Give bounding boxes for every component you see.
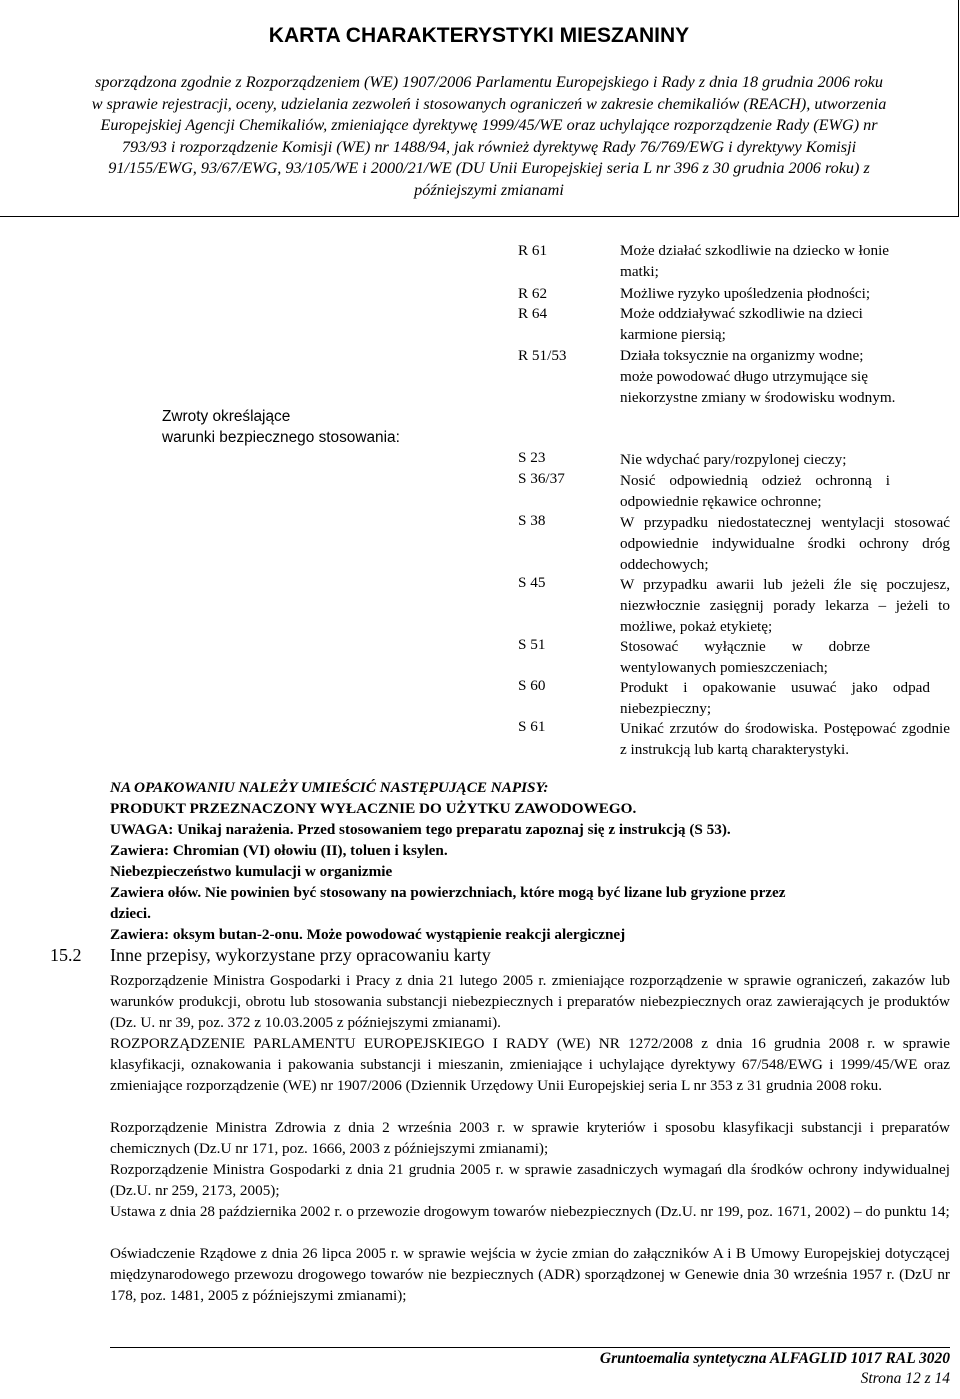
footer-product: Gruntoemalia syntetyczna ALFAGLID 1017 RAL 3020 [599,1350,950,1367]
r-text: Możliwe ryzyko upośledzenia płodności; [620,285,871,302]
s-text: Nosić odpowiednią odzież ochronną i odpowiednie rękawice ochronne; [620,472,890,510]
s-code: S 51 [518,636,546,653]
r-text: karmione piersią; [620,326,726,343]
s-code: S 61 [518,718,546,735]
label-line: Zwroty określające [162,408,291,425]
regulation-paragraph: Oświadczenie Rządowe z dnia 26 lipca 2005 r. w sprawie wejścia w życie zmian do załączników A i B Umowy Europejskiej dotyczącej międzynarodowego przewozu drogowego towarów nie bezpiecznych (ADR) sporządzonej w Genewie dnia 30 września 1957 r. (DzU nr 178, poz. 1481, 2005 z późniejszymi zmianami); [110,1245,950,1304]
regulation-subtitle [50,72,928,202]
regulation-paragraph: Ustawa z dnia 28 października 2002 r. o przewozie drogowym towarów niebezpiecznych (Dz.U. nr 199, poz. 1671, 2002) – do punktu 14; [110,1203,950,1220]
s-text: Unikać zrzutów do środowiska. Postępować zgodnie z instrukcją lub kartą charakterystyki. [620,720,950,758]
packaging-heading: NA OPAKOWANIU NALEŻY UMIEŚCIĆ NASTĘPUJĄCE NAPISY: [110,779,549,796]
subtitle-line: sporządzona zgodnie z Rozporządzeniem (WE) 1907/2006 Parlamentu Europejskiego i Rady z dnia 18 grudnia 2006 roku [95,73,883,91]
r-text: Może działać szkodliwie na dziecko w łonie [620,242,890,259]
document-header [0,0,959,217]
r-code: R 61 [518,242,548,259]
regulation-paragraph: Rozporządzenie Ministra Gospodarki z dnia 21 grudnia 2005 r. w sprawie zasadniczych wymagań dla środków ochrony indywidualnej (Dz.U. nr 259, 2173, 2005); [110,1161,950,1199]
s-text: W przypadku niedostatecznej wentylacji stosować odpowiednie indywidualne środki ochrony dróg oddechowych; [620,514,950,573]
s-code: S 38 [518,512,546,529]
section-number: 15.2 [50,945,82,965]
s-text: Nie wdychać pary/rozpylonej cieczy; [620,451,847,468]
s-code: S 23 [518,449,546,466]
packaging-line: Zawiera: Chromian (VI) ołowiu (II), toluen i ksylen. [110,842,448,859]
subtitle-line: 793/93 i rozporządzenie Komisji (WE) nr 1488/94, jak również dyrektywę Rady 76/769/EWG i dyrektywy Komisji [121,137,857,156]
subtitle-line: w sprawie rejestracji, oceny, udzielania zezwoleń i stosowanych ograniczeń w zakresie chemikaliów (REACH), utworzenia [91,94,887,113]
regulation-paragraph: Rozporządzenie Ministra Zdrowia z dnia 2 września 2003 r. w sprawie kryteriów i sposobu klasyfikacji substancji i preparatów chemicznych (Dz.U nr 171, poz. 1666, 2003 z późniejszymi zmianami); [110,1119,950,1157]
regulation-paragraph: Rozporządzenie Ministra Gospodarki i Pracy z dnia 21 lutego 2005 r. zmieniające rozporządzenie w sprawie ograniczeń, zakazów lub warunków produkcji, obrotu lub stosowania substancji niebezpiecznych i preparatów niebezpiecznych oraz zawierających je produktów (Dz. U. nr 39, poz. 372 z 10.03.2005 z późniejszymi zmianami). [110,972,950,1031]
s-text: Produkt i opakowanie usuwać jako odpad niebezpieczny; [620,679,930,717]
footer-page-number: Strona 12 z 14 [860,1370,950,1387]
packaging-line: UWAGA: Unikaj narażenia. Przed stosowaniem tego preparatu zapoznaj się z instrukcją (S 53). [110,821,731,838]
r-text: matki; [620,263,659,280]
s-code: S 45 [518,574,546,591]
regulation-paragraph: ROZPORZĄDZENIE PARLAMENTU EUROPEJSKIEGO I RADY (WE) NR 1272/2008 z dnia 16 grudnia 2008 r. w sprawie klasyfikacji, oznakowania i pakowania substancji i mieszanin, zmieniające i uchylające dyrektywy 67/548/EWG i 1999/45/WE oraz zmieniające rozporządzenie (WE) nr 1907/2006 (Dziennik Urzędowy Unii Europejskiej seria L nr 353 z 31 grudnia 2008 roku. [110,1035,950,1094]
safety-phrases-label [162,406,400,448]
s-text: Stosować wyłącznie w dobrze wentylowanych pomieszczeniach; [620,638,870,676]
packaging-line: dzieci. [110,905,151,922]
r-text: może powodować długo utrzymujące się [620,368,868,385]
s-code: S 36/37 [518,470,565,487]
subtitle-line: późniejszymi zmianami [414,180,564,199]
document-title: KARTA CHARAKTERYSTYKI MIESZANINY [268,24,690,47]
packaging-line: Zawiera: oksym butan-2-onu. Może powodować wystąpienie reakcji alergicznej [110,926,626,943]
section-title: Inne przepisy, wykorzystane przy opracowaniu karty [110,945,491,965]
packaging-line: Niebezpieczeństwo kumulacji w organizmie [110,863,393,880]
packaging-line: Zawiera ołów. Nie powinien być stosowany na powierzchniach, które mogą być lizane lub gryzione przez [110,884,786,901]
footer-divider [110,1347,950,1348]
subtitle-line: Europejskiej Agencji Chemikaliów, zmieniające dyrektywę 1999/45/WE oraz uchylające rozporządzenie Rady (EWG) nr [100,116,878,135]
s-code: S 60 [518,677,546,694]
subtitle-line: 91/155/EWG, 93/67/EWG, 93/105/WE i 2000/21/WE (DU Unii Europejskiej seria L nr 396 z 30 grudnia 2006 roku) z [108,159,870,178]
r-text: Może oddziaływać szkodliwie na dzieci [620,305,863,322]
r-text: niekorzystne zmiany w środowisku wodnym. [620,389,896,406]
r-code: R 64 [518,305,548,322]
label-line: warunki bezpiecznego stosowania: [162,429,400,446]
r-text: Działa toksycznie na organizmy wodne; [620,347,864,364]
r-code: R 51/53 [518,347,567,364]
r-code: R 62 [518,285,548,302]
s-text: W przypadku awarii lub jeżeli źle się poczujesz, niezwłocznie zasięgnij porady lekarza – jeżeli to możliwe, pokaż etykietę; [620,576,950,635]
packaging-line: PRODUKT PRZEZNACZONY WYŁACZNIE DO UŻYTKU ZAWODOWEGO. [110,800,637,817]
